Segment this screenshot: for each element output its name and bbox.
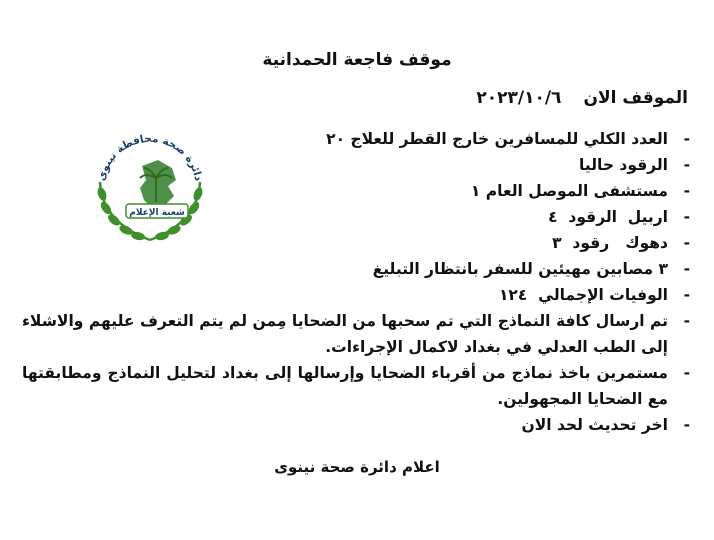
list-item: - الرقود حاليا — [22, 152, 692, 178]
list-item: - دهوك رقود ٣ — [22, 230, 692, 256]
footer-signature: اعلام دائرة صحة نينوى — [274, 458, 440, 476]
list-item: - اربيل الرقود ٤ — [22, 204, 692, 230]
list-item: - العدد الكلي للمسافرين خارج القطر للعلاج ٢٠ — [22, 126, 692, 152]
department-logo — [80, 122, 220, 250]
logo-emblem-icon — [80, 122, 220, 250]
list-item: - مستشفى الموصل العام ١ — [22, 178, 692, 204]
list-item: - ٣ مصابين مهيئين للسفر بانتظار التبليغ — [22, 256, 692, 282]
list-item: - الوفيات الإجمالي ١٢٤ — [22, 282, 692, 308]
list-item: - تم ارسال كافة النماذج التي تم سحبها من الضحايا مِمن لم يتم التعرف عليهم والاشلاء إلى الطب العدلي في بغداد لاكمال الإجراءات. — [22, 308, 692, 360]
status-date: ٢٠٢٣/١٠/٦ — [476, 88, 562, 108]
status-label: الموقف الان — [583, 88, 688, 108]
list-item: - مستمرين باخذ نماذج من أقرباء الضحايا وإرسالها إلى بغداد لتحليل النماذج ومطابقتها مع الضحايا المجهولين. — [22, 360, 692, 412]
logo-ring-text: دائرة صحة محافظة نينوى — [95, 132, 205, 183]
document-title: موقف فاجعة الحمدانية — [262, 50, 452, 70]
status-line — [476, 88, 688, 108]
logo-banner-text: شعبة الإعلام — [129, 208, 185, 218]
list-item: - اخر تحديث لحد الان — [22, 412, 692, 438]
